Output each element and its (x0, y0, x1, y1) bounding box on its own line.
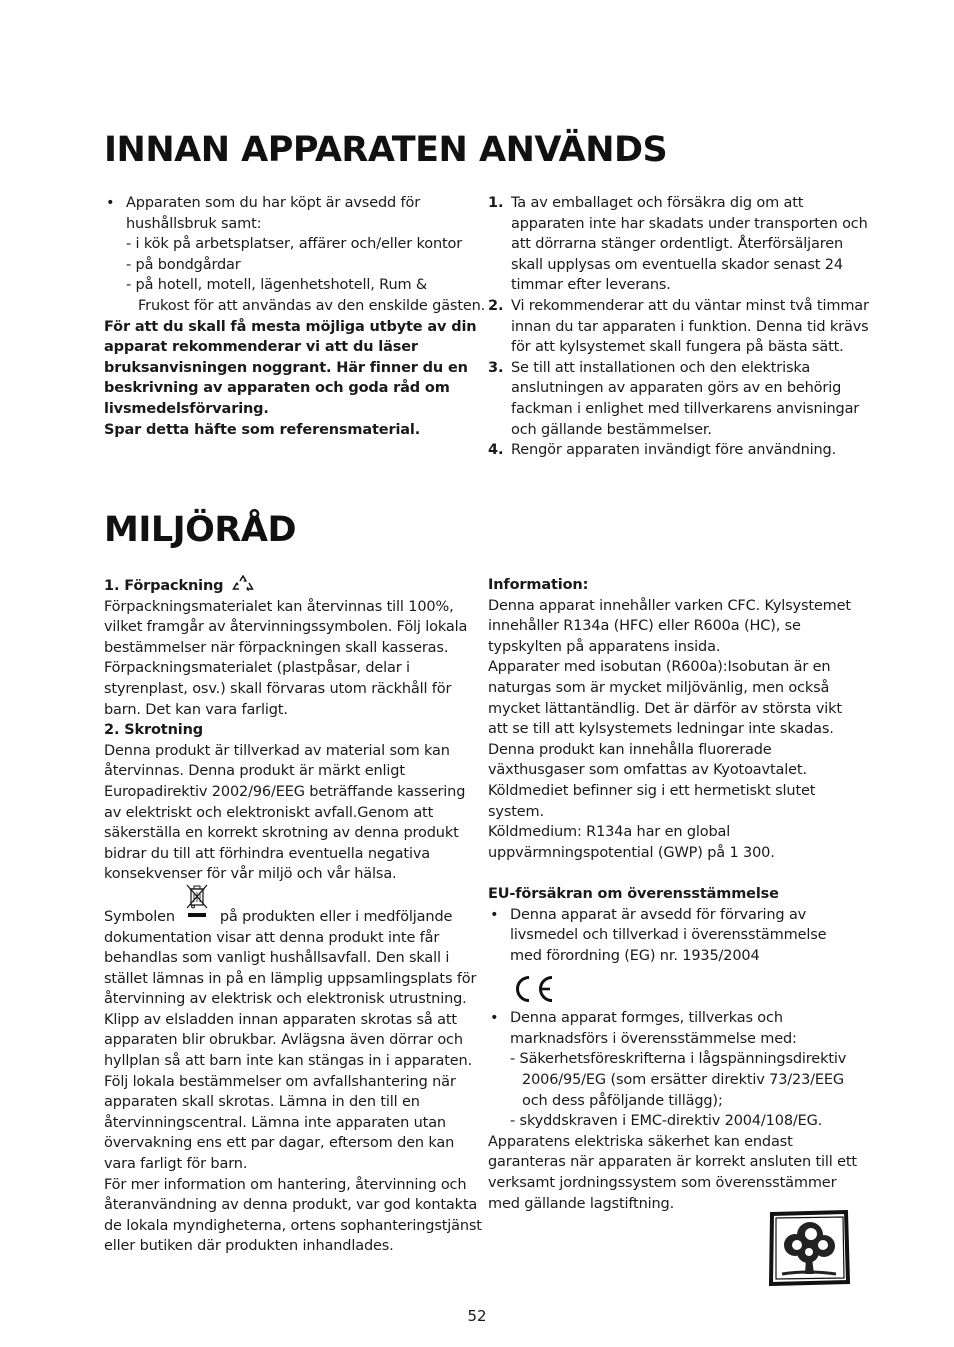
step-line: och gällande bestämmelser. (511, 421, 712, 438)
eu-sub-item-cont: och dess påföljande tillägg); (522, 1092, 723, 1109)
environment-left-column (104, 575, 482, 1257)
eu-bullet-line: Denna apparat formges, tillverkas och (510, 1010, 783, 1027)
step-line: anslutningen av apparaten görs av en behörig (511, 380, 842, 397)
packaging-line: barn. Det kan vara farligt. (104, 701, 288, 718)
eu-sub-item: - Säkerhetsföreskrifterna i lågspänningsdirektiv (510, 1051, 847, 1068)
step-item (488, 193, 868, 296)
tree-logo-icon (768, 1210, 850, 1286)
scrap-line: säkerställa en korrekt skrotning av denna produkt (104, 825, 459, 842)
intro-sub-item: - i kök på arbetsplatser, affärer och/eller kontor (126, 236, 463, 253)
intro-sub-item: - på bondgårdar (126, 256, 241, 273)
packaging-line: vilket framgår av återvinningssymbolen. Följ lokala (104, 619, 468, 636)
packaging-line: bestämmelser när förpackningen skall kasseras. (104, 639, 449, 656)
step-number: 1. (488, 195, 504, 211)
eu-bullet-line: marknadsförs i överensstämmelse med: (510, 1030, 797, 1047)
recycle-icon (232, 575, 254, 593)
info-line: naturgas som är mycket miljövänlig, men också (488, 679, 830, 696)
packaging-line: Förpackningsmaterialet (plastpåsar, delar i (104, 660, 410, 677)
symbol-text-line: apparaten blir obrukbar. Avlägsna även dörrar och (104, 1032, 463, 1049)
closing-line: verksamt jordningssystem som överensstämmer (488, 1175, 837, 1192)
symbol-text-line: återvinning av elektrisk och elektronisk utrustning. (104, 991, 467, 1008)
symbol-before-text: Symbolen (104, 908, 175, 925)
heading-environment: MILJÖRÅD (104, 510, 297, 550)
step-line: Vi rekommenderar att du väntar minst två timmar (511, 297, 869, 314)
scrap-line: Denna produkt är tillverkad av material som kan (104, 742, 450, 759)
symbol-text-line: vara farligt för barn. (104, 1156, 248, 1173)
eu-bullet-line: Denna apparat är avsedd för förvaring av (510, 906, 807, 923)
eu-sub-item: - skyddskraven i EMC-direktiv 2004/108/EG. (510, 1113, 823, 1130)
symbol-text-line: återanvändning av denna produkt, var god kontakta (104, 1197, 478, 1214)
step-number: 2. (488, 297, 504, 314)
environment-right-column (488, 575, 858, 1214)
symbol-text-line: apparaten skall skrotas. Lämna in den till en (104, 1094, 420, 1111)
intro-bold-line: bruksanvisningen noggrant. Här finner du en (104, 359, 468, 376)
intro-sub-item: - på hotell, motell, lägenhetshotell, Rum & (126, 277, 428, 294)
step-line: innan du tar apparaten i funktion. Denna tid krävs (511, 318, 869, 335)
scrap-line: konsekvenser för vår miljö och vår hälsa. (104, 866, 397, 883)
eu-bullet (488, 905, 858, 967)
step-line: Se till att installationen och den elektriska (511, 359, 811, 376)
eu-title: EU-försäkran om överensstämmelse (488, 885, 779, 902)
info-line: växthusgaser som omfattas av Kyotoavtalet. (488, 762, 807, 779)
symbol-line (104, 905, 474, 928)
eu-bullet-line: livsmedel och tillverkad i överensstämmelse (510, 927, 827, 944)
intro-bold-line: livsmedelsförvaring. (104, 400, 269, 417)
step-line: timmar efter leverans. (511, 277, 671, 294)
step-line: att dörrarna stänger ordentligt. Återförsäljaren (511, 236, 843, 253)
symbol-text-line: eller butiken där produkten inhandlades. (104, 1238, 394, 1255)
closing-line: med gällande lagstiftning. (488, 1195, 675, 1212)
step-number: 4. (488, 442, 504, 459)
steps-list (488, 193, 869, 461)
intro-bold-line: För att du skall få mesta möjliga utbyte av din (104, 318, 477, 335)
step-line: Ta av emballaget och försäkra dig om att (511, 195, 804, 211)
info-line: Apparater med isobutan (R600a):Isobutan är en (488, 659, 831, 676)
step-number: 3. (488, 359, 504, 376)
packaging-title-text: 1. Förpackning (104, 578, 224, 594)
ce-mark-icon (488, 966, 858, 1008)
page-number: 52 (467, 1307, 487, 1325)
step-item (488, 358, 858, 440)
intro-block (104, 193, 486, 440)
symbol-text-line: stället lämnas in på en lämplig uppsamlingsplats för (104, 970, 477, 987)
symbol-text-line: återvinningscentral. Lämna inte apparaten utan (104, 1114, 446, 1131)
symbol-text-line: de lokala myndigheterna, ortens sophanteringstjänst (104, 1217, 482, 1234)
step-item (488, 296, 869, 358)
packaging-line: Förpackningsmaterialet kan återvinnas till 100%, (104, 598, 454, 615)
scrap-title: 2. Skrotning (104, 722, 203, 739)
info-line: typskylten på apparatens insida. (488, 638, 721, 655)
step-item (488, 440, 858, 461)
symbol-text-line: behandlas som vanligt hushållsavfall. Den skall i (104, 950, 450, 967)
eu-bullet-line: med förordning (EG) nr. 1935/2004 (510, 947, 760, 964)
scrap-line: av elektriskt och elektroniskt avfall.Genom att (104, 804, 434, 821)
intro-bullet-line: hushållsbruk samt: (126, 215, 262, 232)
info-line: innehåller R134a (HFC) eller R600a (HC), se (488, 618, 801, 635)
info-line: Köldmedium: R134a har en global (488, 824, 731, 841)
step-line: apparaten inte har skadats under transporten och (511, 215, 868, 232)
symbol-text-line: Följ lokala bestämmelser om avfallshantering när (104, 1073, 456, 1090)
symbol-text-line: Klipp av elsladden innan apparaten skrotas så att (104, 1011, 457, 1028)
packaging-title (104, 575, 474, 597)
bullet-dot: • (490, 1010, 499, 1027)
intro-sub-item-cont: Frukost för att användas av den enskilde gästen. (138, 297, 486, 314)
symbol-text-line: hyllplan så att barn inte kan stängas in i apparaten. (104, 1053, 473, 1070)
symbol-text-line: övervakning ens ett par dagar, eftersom den kan (104, 1135, 455, 1152)
eu-sub-item-cont: 2006/95/EG (som ersätter direktiv 73/23/EEG (522, 1072, 845, 1089)
info-line: mycket lättantändlig. Det är därför av största vikt (488, 700, 842, 717)
intro-bullet (104, 193, 474, 234)
scrap-line: Europadirektiv 2002/96/EEG beträffande kassering (104, 783, 466, 800)
crossed-out-bin-icon (183, 905, 211, 923)
bullet-dot: • (106, 195, 115, 211)
info-line: Köldmediet befinner sig i ett hermetiskt slutet (488, 782, 816, 799)
info-title: Information: (488, 577, 589, 593)
heading-before-use: INNAN APPARATEN ANVÄNDS (104, 130, 668, 170)
scrap-line: bidrar du till att förhindra eventuella negativa (104, 845, 430, 862)
info-line: Denna apparat innehåller varken CFC. Kylsystemet (488, 597, 851, 614)
step-line: skall upplysas om eventuella skador senast 24 (511, 256, 843, 273)
bullet-dot: • (490, 906, 499, 923)
intro-bold-line: apparat rekommenderar vi att du läser (104, 339, 418, 356)
symbol-after-text: på produkten eller i medföljande (219, 908, 453, 925)
step-line: Rengör apparaten invändigt före användning. (511, 442, 837, 459)
step-line: fackman i enlighet med tillverkarens anvisningar (511, 400, 860, 417)
step-line: för att kylsystemet skall fungera på bästa sätt. (511, 339, 844, 356)
closing-line: garanteras när apparaten är korrekt ansluten till ett (488, 1154, 857, 1171)
info-line: uppvärmningspotential (GWP) på 1 300. (488, 844, 775, 861)
symbol-text-line: För mer information om hantering, återvinning och (104, 1176, 467, 1193)
intro-bold-line: Spar detta häfte som referensmaterial. (104, 421, 421, 438)
info-line: att se till att kylsystemets ledningar inte skadas. (488, 721, 834, 738)
scrap-line: återvinnas. Denna produkt är märkt enligt (104, 763, 405, 780)
info-line: system. (488, 803, 544, 820)
info-line: Denna produkt kan innehålla fluorerade (488, 741, 772, 758)
eu-bullet (488, 1008, 858, 1049)
intro-bullet-line: Apparaten som du har köpt är avsedd för (126, 195, 421, 211)
packaging-line: styrenplast, osv.) skall förvaras utom räckhåll för (104, 680, 452, 697)
symbol-text-line: dokumentation visar att denna produkt inte får (104, 929, 440, 946)
intro-bold-line: beskrivning av apparaten och goda råd om (104, 380, 450, 397)
closing-line: Apparatens elektriska säkerhet kan endast (488, 1133, 793, 1150)
